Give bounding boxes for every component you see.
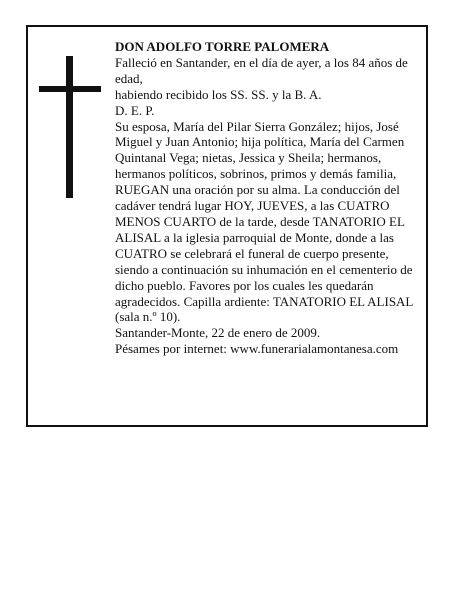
cross-icon [39,56,101,198]
obituary-notice [26,25,428,427]
condolences-line: Pésames por internet: www.funerarialamontanesa.com [115,341,399,357]
place-date: Santander-Monte, 22 de enero de 2009. [115,325,321,341]
death-announcement: Falleció en Santander, en el día de ayer, a los 84 años de edad, [115,54,408,86]
cross-vertical-bar [66,56,73,198]
deceased-name: DON ADOLFO TORRE PALOMERA [115,39,330,54]
notice-text [115,39,419,357]
cross-horizontal-bar [39,86,101,92]
sacraments-line: habiendo recibido los SS. SS. y la B. A. [115,86,322,102]
rip-line: D. E. P. [115,102,155,118]
notice-body: Su esposa, María del Pilar Sierra González; hijos, José Miguel y Juan Antonio; hija política, María del Carmen Quintanal Vega; nietas, Jessica y Sheila; hermanos, hermanos políticos, sobrinos, primos y demás familia, RUEGAN una oración por su alma. La conducción del cadáver tendrá lugar HOY, JUEVES, a las CUATRO MENOS CUARTO de la tarde, desde TANATORIO EL ALISAL a la iglesia parroquial de Monte, donde a las CUATRO se celebrará el funeral de cuerpo presente, siendo a continuación su inhumación en el cementerio de dicho pueblo. Favores por los cuales les quedarán agradecidos. Capilla ardiente: TANATORIO EL ALISAL (sala n.º 10). [115,118,413,325]
